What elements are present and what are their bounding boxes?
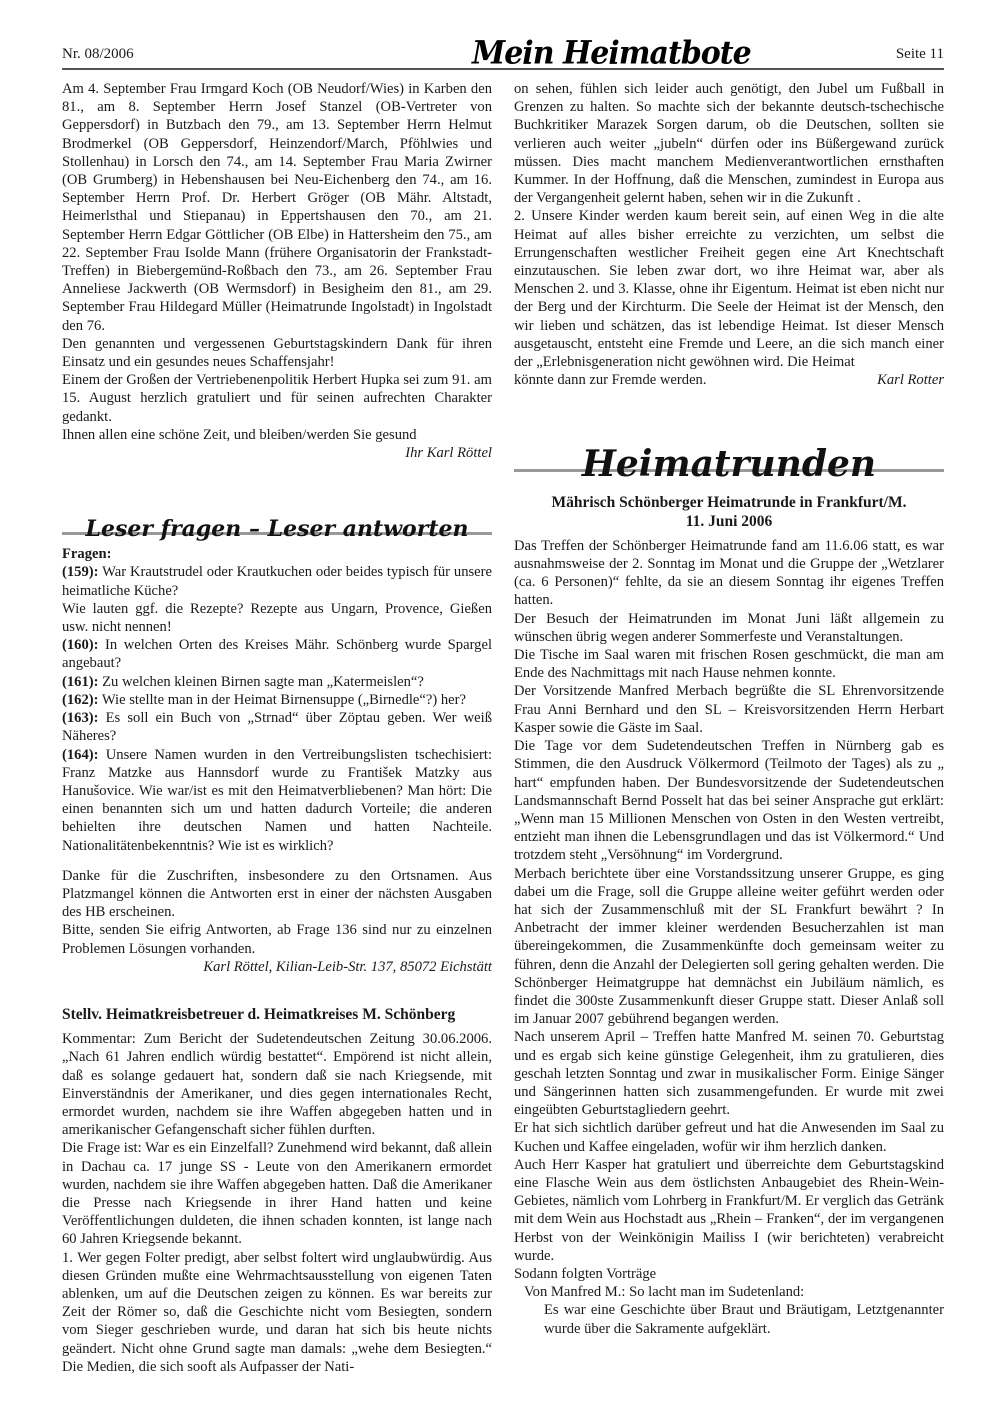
hupka-congratulation: Einem der Großen der Vertriebenenpolitik Herbert Hupka sei zum 91. am 15. August herzlich gratuliert und für seinen aufrechten Charakter gedankt. [62,372,492,425]
question-item: (164): Unsere Namen wurden in den Vertreibungslisten tschechisiert: Franz Matzke aus Hannsdorf wurde zu František Matzky aus Hanušovice. Wie war/ist es mit den Heimatverbliebenen? Man hört: Die einen benannten sich um und hatten dadurch Vorteile; die anderen behielten ihre deutschen Namen und hatten Nachteile. Nationalitätenbekenntnis? Wie ist es wirklich? [62,746,492,854]
page-number: Seite 11 [895,46,944,62]
article-paragraph: Sodann folgten Vorträge [514,1265,657,1282]
article-paragraph: Merbach berichtete über eine Vorstandssitzung unserer Gruppe, es ging dabei um die Frage, soll die Gruppe alleine weiter geführt werden oder hat sich der Zusammenschluß mit der SL Frankfurt bewährt ? In Anbetracht der immer kleiner werdenden Besucherzahlen ist man übereingekommen, die Zusammenkünfte doch gemeinsam weiter zu führen, denn die Anzahl der Delegierten soll gering gehalten werden. Die Schönberger Heimatgruppe hat demnächst ein Jubiläum nämlich, es findet die 300ste Zusammenkunft dieser Gruppe statt. Dieser Anlaß soll im Januar 2007 gebührend begangen werden. [514,865,944,1028]
question-list [62,563,492,854]
point-two-text: 2. Unsere Kinder werden kaum bereit sein, auf einen Weg in die alte Heimat auf alles bisher erreichte zu verzichten, um selbst die Errungenschaften westlicher Freiheit gegen eine Art Knechtschaft einzutauschen. Sie leben zwar dort, wo ihre Heimat war, aber als Menschen 2. und 3. Klasse, ohne ihr Eigentum. Heimat ist eben nicht nur der Berg und der Kirchturm. Die Seele der Heimat ist der Mensch, den wir lieben und schätzen, das ist lebendige Heimat. Ist dieser Mensch ausgetauscht, entsteht eine Fremde und Leere, an die sich manch einer der „Erlebnisgeneration nicht gewöhnen wird. Die Heimat [514,208,944,371]
stellv-heading: Stellv. Heimatkreisbetreuer d. Heimatkreises M. Schönberg [62,1005,456,1023]
vortrag-description: Es war eine Geschichte über Braut und Bräutigam, Letztgenannter wurde über die Sakramente aufgeklärt. [544,1302,944,1337]
birthday-list: Am 4. September Frau Irmgard Koch (OB Neudorf/Wies) in Karben den 81., am 8. September Herrn Josef Stanzel (OB-Vertreter von Geppersdorf) in Butzbach den 79., am 13. September Herrn Helmut Brodmerkel (OB Geppersdorf, Heinzendorf/March, Pföhlwies und Stollenhau) in Lorsch den 74., am 14. September Frau Maria Zwirner (OB Grumberg) in Hebenshausen bei Neu-Eichenberg den 74., am 16. September Herrn Prof. Dr. Herbert Gröger (OB Mähr. Altstadt, Heimerlsthal und Stiepanau) in Eppertshausen den 70., am 21. September Herrn Edgar Göttlicher (OB Elbe) in Hattersheim den 75., am 22. September Frau Isolde Mann (frühere Organisatorin der Frankstadt-Treffen) in Biebergemünd-Roßbach den 73., am 26. September Frau Anneliese Jackwerth (OB Wermsdorf) in Besigheim den 81., am 29. September Frau Hildegard Müller (Heimatrunde Ingolstadt) in Ingolstadt den 76. [62,81,492,334]
danke-text: Danke für die Zuschriften, insbesondere zu den Ortsnamen. Aus Platzmangel können die Antworten erst in einer der nächsten Ausgaben des HB erscheinen. [62,867,492,921]
article-title: Mährisch Schönberger Heimatrunde in Frankfurt/M. [551,494,907,512]
masthead-logo: Mein Heimatbote [472,35,751,72]
question-item: (163): Es soll ein Buch von „Strnad“ über Zöptau geben. Wer weiß Näheres? [62,710,492,745]
leser-fragen-title: Leser fragen – Leser antworten [85,516,469,543]
bitte-text: Bitte, senden Sie eifrig Antworten, ab Frage 136 sind nur zu einzelnen Problemen Lösungen vorhanden. [62,922,492,957]
article-paragraph: Die Tage vor dem Sudetendeutschen Treffen in Nürnberg gab es Stimmen, die den Ausdruck Völkermord (Teilmoto der Tages) als zu „ hart“ empfunden haben. Der Bundesvorsitzende der Sudetendeutschen Landsmannschaft Bernd Posselt hat das bei seiner Ansprache gut erklärt: „Wenn man 15 Millionen Menschen von Osten in den Westen vertreibt, entzieht man ihnen die Lebensgrundlagen und das ist Völkermord.“ Und trotzdem steht „Versöhnung“ im Vordergrund. [514,738,944,864]
frage-text: Die Frage ist: War es ein Einzelfall? Zunehmend wird bekannt, daß allein in Dachau ca. 17 junge SS - Leute von den Amerikanern ermordet wurden, nachdem sie ihre Waffen abgegeben hatten. Daß die Amerikaner die Presse nach Kriegsende in ihrer Hand hatten und keine Veröffentlichungen duldeten, die ihnen schaden konnten, ist lange nach 60 Jahren Kriegsende bekannt. [62,1140,492,1248]
leser-fragen-banner [62,492,492,543]
page-header [62,35,944,72]
fragen-heading: Fragen: [62,546,112,563]
point-two-last-line: könnte dann zur Fremde werden. Karl Rotter [514,372,944,389]
article-paragraph: Der Vorsitzende Manfred Merbach begrüßte die SL Ehrenvorsitzende Frau Anni Bernhard und den SL – Kreisvorsitzenden Herrn Herbart Kasper sowie die Gäste im Saal. [514,683,944,736]
left-column [62,80,492,1376]
question-item: (160): In welchen Orten des Kreises Mähr. Schönberg wurde Spargel angebaut? [62,637,492,672]
issue-number: Nr. 08/2006 [62,46,134,62]
question-item: Wie lauten ggf. die Rezepte? Rezepte aus Ungarn, Provence, Gießen usw. nicht nennen! [62,600,492,636]
author-address: Karl Röttel, Kilian-Leib-Str. 137, 85072 Eichstätt [203,958,492,975]
heimatrunden-title: Heimatrunden [581,443,877,486]
article-date: 11. Juni 2006 [685,512,773,530]
article-paragraph: Die Tische im Saal waren mit frischen Rosen geschmückt, die man am Ende des Nachmittags mit nach Hause nehmen konnte. [514,647,944,682]
question-item: (159): War Krautstrudel oder Krautkuchen oder beides typisch für unsere heimatliche Küche? [62,564,492,599]
article-paragraph: Nach unserem April – Treffen hatte Manfred M. seinen 70. Geburtstag und es ergab sich keine günstige Gelegenheit, ihm zu gratulieren, dies geschah letzten Sonntag und zwar in musikalischer Form. Einige Sänger und Sängerinnen hatten sich zusammengefunden. Er wurde mit zwei eingeübten Geburtstagliedern geehrt. [514,1029,944,1119]
continued-text: on sehen, fühlen sich leider auch genötigt, den Jubel um Fußball in Grenzen zu halten. So machte sich der bekannte deutsch-tschechische Buchkritiker Marazek Sorgen darum, ob die Deutschen, sollten sie verlieren auch weiter „jubeln“ dürfen oder ins Büßergewand zurück müssen. Dies macht manchem Medienverantwortlichen ernsthaften Kummer. In der Hoffnung, daß die Menschen, zumindest in Europa aus der Vergangenheit gelernt haben, sehen wir in die Zukunft . [514,81,944,207]
closing-greeting: Ihnen allen eine schöne Zeit, und bleiben/werden Sie gesund [62,426,417,443]
article-paragraph: Er hat sich sichtlich darüber gefreut und hat die Anwesenden im Saal zu Kuchen und Kaffee eingeladen, wofür wir ihm herzlich danken. [514,1120,944,1155]
article-paragraph: Der Besuch der Heimatrunden im Monat Juni läßt allgemein zu wünschen übrig wegen anderer Sommerfeste und Veranstaltungen. [514,610,944,645]
point-one-text: 1. Wer gegen Folter predigt, aber selbst foltert wird unglaubwürdig. Aus diesen Gründen mußte eine Wehrmachtsausstellung von eigenen Taten ablenken, um auf die Deutschen zeigen zu können. Es war bereits zur Zeit der Römer so, daß die Geschichte nicht vom Besiegten, sondern vom Sieger geschrieben wurde, und daran hat sich bis heute nichts geändert. Nicht ohne Grund sagte man damals: „wehe dem Besiegten.“ Die Medien, die sich sooft als Aufpasser der Nati- [62,1249,492,1375]
vortrag-line: Von Manfred M.: So lacht man im Sudetenland: [524,1284,805,1301]
article-paragraph: Auch Herr Kasper hat gratuliert und überreichte dem Geburtstagskind eine Flasche Wein aus dem östlichsten Anbaugebiet des Rhein-Wein-Gebietes, nämlich vom Lohrberg in Frankfurt/M. Er verglich das Getränk mit dem Wein aus Hochstadt aus „Rhein – Franken“, der im vergangenen Herbst von der Weinkönigin Mailiss I (wir berichteten) verabreicht wurde. [514,1156,944,1264]
kommentar-text: Kommentar: Zum Bericht der Sudetendeutschen Zeitung 30.06.2006. „Nach 61 Jahren endlich würdig bestattet“. Empörend ist nicht allein, daß es solange gedauert hat, sondern daß sie nach Kriegsende, mit Einverständnis der Amerikaner, und dies gegen internationales Recht, ermordet wurden, nachdem sie ihre Waffen abgegeben hatten und in amerikanischer Gefangenschaft sicher fühlen durften. [62,1031,492,1139]
birthday-thanks: Den genannten und vergessenen Geburtstagskindern Dank für ihren Einsatz und ein gesundes neues Schaffensjahr! [62,335,492,371]
signature-roettel: Ihr Karl Röttel [405,445,492,462]
heimatrunden-banner [514,419,944,486]
question-item: (161): Zu welchen kleinen Birnen sagte man „Katermeislen“? [62,673,424,690]
question-item: (162): Wie stellte man in der Heimat Birnensuppe („Birnedle“?) her? [62,691,466,708]
right-column [514,80,944,1338]
signature-rotter: Karl Rotter [877,372,944,389]
article-paragraph: Das Treffen der Schönberger Heimatrunde fand am 11.6.06 statt, es war ausnahmsweise der 2. Sonntag im Monat und die Gruppe der „Wetzlarer (ca. 6 Personen)“ fehlte, da sie an diesem Sonntag ihr eigenes Treffen hatten. [514,537,944,609]
